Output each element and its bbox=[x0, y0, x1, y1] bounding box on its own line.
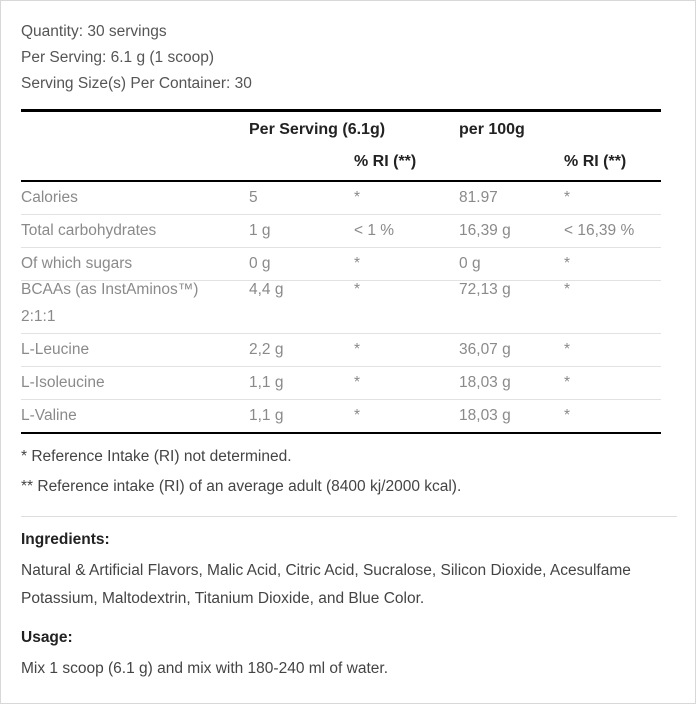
header-blank bbox=[21, 148, 249, 181]
table-row bbox=[21, 248, 661, 281]
header-per-serving: Per Serving (6.1g) bbox=[249, 111, 459, 149]
row-empty bbox=[354, 301, 459, 334]
ingredients-text: Natural & Artificial Flavors, Malic Acid, Citric Acid, Sucralose, Silicon Dioxide, Acesulfame Potassium, Maltodextrin, Titanium Dioxide, and Blue Color. bbox=[21, 562, 631, 607]
header-ri-serving: % RI (**) bbox=[354, 148, 459, 181]
row-ri-serving: < 1 % bbox=[354, 215, 459, 248]
table-row-continuation bbox=[21, 301, 661, 334]
row-ri-100g: * bbox=[564, 400, 661, 434]
row-ri-serving: * bbox=[354, 334, 459, 367]
table-row bbox=[21, 367, 661, 400]
row-ri-serving: * bbox=[354, 181, 459, 215]
usage-text: Mix 1 scoop (6.1 g) and mix with 180-240 ml of water. bbox=[21, 660, 388, 677]
footnote-one: * Reference Intake (RI) not determined. bbox=[21, 448, 292, 465]
table-row bbox=[21, 400, 661, 434]
row-label-second-line: 2:1:1 bbox=[21, 301, 249, 334]
row-label: L-Leucine bbox=[21, 334, 249, 367]
row-ri-serving: * bbox=[354, 248, 459, 281]
row-empty bbox=[459, 301, 564, 334]
table-row bbox=[21, 334, 661, 367]
row-ri-serving: * bbox=[354, 400, 459, 434]
row-ri-100g: * bbox=[564, 367, 661, 400]
per-serving-line: Per Serving: 6.1 g (1 scoop) bbox=[21, 49, 214, 66]
header-blank-3 bbox=[459, 148, 564, 181]
row-per-100g: 18,03 g bbox=[459, 400, 564, 434]
row-ri-serving: * bbox=[354, 367, 459, 400]
row-ri-100g: * bbox=[564, 334, 661, 367]
row-label: Total carbohydrates bbox=[21, 215, 249, 248]
row-per-100g: 16,39 g bbox=[459, 215, 564, 248]
usage-title: Usage: bbox=[21, 629, 73, 646]
table-row bbox=[21, 215, 661, 248]
row-per-100g: 18,03 g bbox=[459, 367, 564, 400]
ingredients-title: Ingredients: bbox=[21, 531, 110, 548]
section-divider bbox=[21, 516, 677, 517]
row-per-serving: 1,1 g bbox=[249, 400, 354, 434]
header-nutrient bbox=[21, 111, 249, 149]
row-ri-100g: * bbox=[564, 248, 661, 281]
table-body bbox=[21, 181, 661, 433]
header-blank-2 bbox=[249, 148, 354, 181]
nutrition-table bbox=[21, 109, 661, 434]
table-row bbox=[21, 181, 661, 215]
row-label: L-Isoleucine bbox=[21, 367, 249, 400]
table-header-row-primary bbox=[21, 111, 661, 149]
row-per-100g: 72,13 g bbox=[459, 281, 511, 298]
row-label: Of which sugars bbox=[21, 248, 249, 281]
row-per-serving: 2,2 g bbox=[249, 334, 354, 367]
servings-per-container-line: Serving Size(s) Per Container: 30 bbox=[21, 75, 252, 92]
table-header-row-secondary bbox=[21, 148, 661, 181]
row-label: BCAAs (as InstAminos™) bbox=[21, 281, 199, 298]
row-label: L-Valine bbox=[21, 400, 249, 434]
quantity-line: Quantity: 30 servings bbox=[21, 23, 167, 40]
header-ri-100g: % RI (**) bbox=[564, 148, 661, 181]
row-label: Calories bbox=[21, 181, 249, 215]
header-per-100g: per 100g bbox=[459, 111, 661, 149]
table-row bbox=[21, 281, 661, 302]
row-empty bbox=[564, 301, 661, 334]
row-ri-100g: * bbox=[564, 281, 571, 298]
row-per-serving: 1 g bbox=[249, 215, 354, 248]
row-per-100g: 36,07 g bbox=[459, 334, 564, 367]
footnote-two: ** Reference intake (RI) of an average adult (8400 kj/2000 kcal). bbox=[21, 478, 462, 495]
row-per-serving: 0 g bbox=[249, 248, 354, 281]
row-per-serving: 4,4 g bbox=[249, 281, 284, 298]
table-head bbox=[21, 111, 661, 182]
row-per-serving: 5 bbox=[249, 181, 354, 215]
row-empty bbox=[249, 301, 354, 334]
row-per-serving: 1,1 g bbox=[249, 367, 354, 400]
row-ri-serving: * bbox=[354, 281, 361, 298]
row-per-100g: 0 g bbox=[459, 248, 564, 281]
row-ri-100g: < 16,39 % bbox=[564, 215, 661, 248]
row-per-100g: 81.97 bbox=[459, 181, 564, 215]
row-ri-100g: * bbox=[564, 181, 661, 215]
